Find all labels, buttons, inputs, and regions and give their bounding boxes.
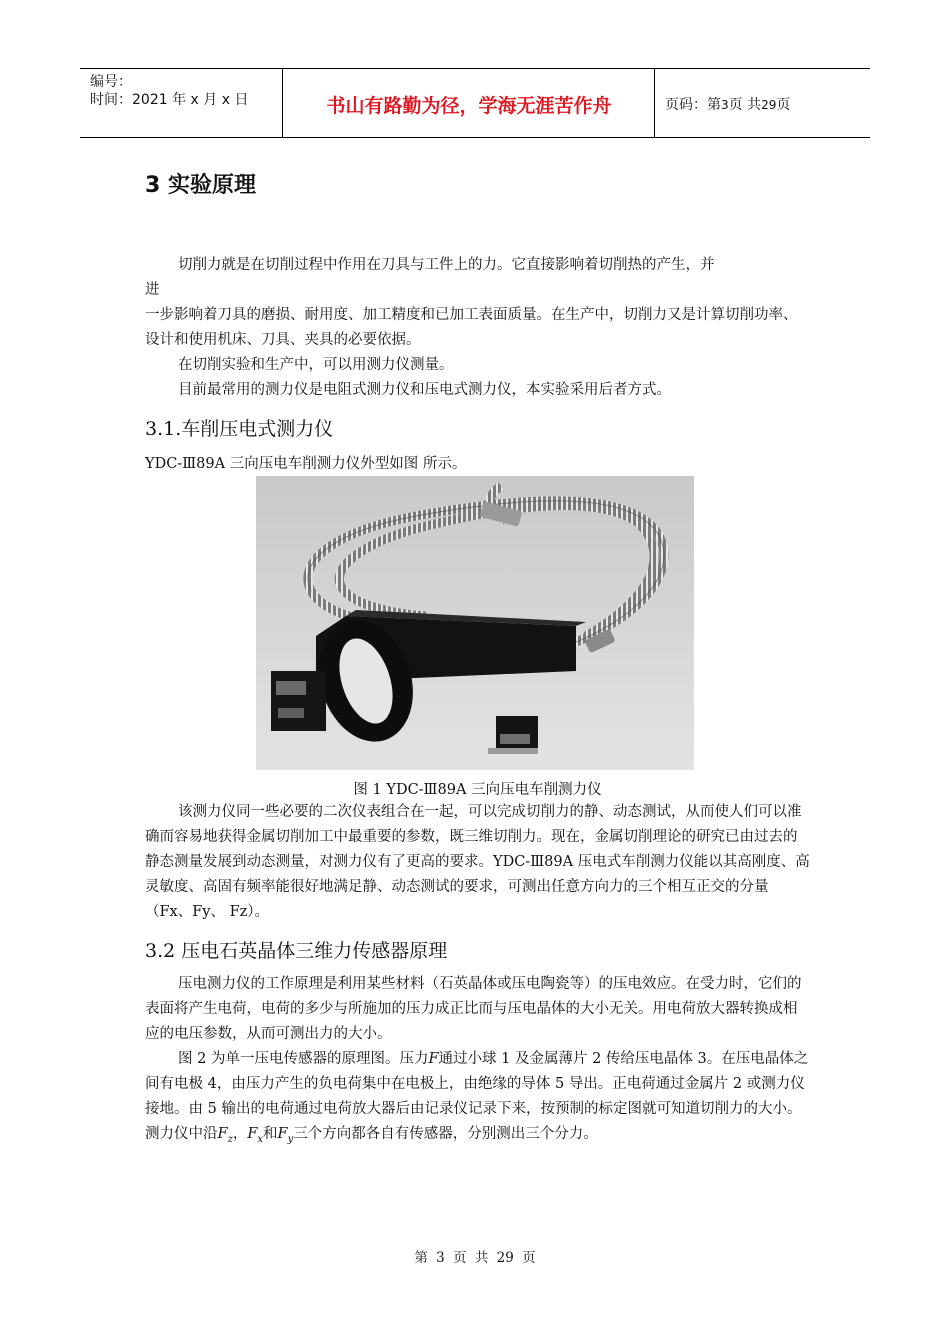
number-label: 编号： [90, 74, 132, 90]
header-page-info: 页码：第3页 共29页 [665, 97, 791, 113]
intro-paragraph-3: 目前最常用的测力仪是电阻式测力仪和压电式测力仪，本实验采用后者方式。 [178, 382, 671, 398]
section-title: 3 实验原理 [145, 173, 256, 198]
header-divider [282, 69, 283, 137]
motto: 书山有路勤为径，学海无涯苦作舟 [326, 95, 612, 117]
dynamometer-photo [256, 476, 694, 770]
page-footer: 第 3 页 共 29 页 [414, 1250, 536, 1266]
paragraph-3-2-principle: 压电测力仪的工作原理是利用某些材料（石英晶体或压电陶瓷等）的压电效应。在受力时，它们的表面将产生电荷，电荷的多少与所施加的压力成正比而与压电晶体的大小无关。用电荷放大器转换成相应的电压参数，从而可测出力的大小。 [145, 976, 802, 1042]
time-label: 时间：2021 年 x 月 x 日 [90, 92, 249, 108]
figure-caption: 图 1 YDC-Ⅲ89A 三向压电车削测力仪 [353, 782, 602, 798]
intro-paragraph-1-line3: 一步影响着刀具的磨损、耐用度、加工精度和已加工表面质量。在生产中，切削力又是计算切削功率、设计和使用机床、刀具、夹具的必要依据。 [145, 307, 798, 348]
intro-paragraph-1-line1: 切削力就是在切削过程中作用在刀具与工件上的力。它直接影响着切削热的产生，并 [178, 257, 715, 273]
intro-paragraph-2: 在切削实验和生产中，可以用测力仪测量。 [178, 357, 454, 373]
intro-paragraph-1-line2: 进 [145, 282, 160, 298]
paragraph-3-1-body: 该测力仪同一些必要的二次仪表组合在一起，可以完成切削力的静、动态测试，从而使人们可以准确而容易地获得金属切削加工中最重要的参数，既三维切削力。现在，金属切削理论的研究已由过去的静态测量发展到动态测量，对测力仪有了更高的要求。YDC-Ⅲ89A 压电式车削测力仪能以其高刚度、高灵敏度、高固有频率能很好地满足静、动态测试的要求，可测出任意方向力的三个相互正交的分量（Fx、Fy、 Fz）。 [145, 804, 810, 920]
subsection-title-3-1: 3.1.车削压电式测力仪 [145, 418, 334, 440]
header-table [80, 68, 870, 138]
figure-lead-text: YDC-Ⅲ89A 三向压电车削测力仪外型如图 所示。 [145, 456, 467, 472]
header-meta [90, 73, 248, 109]
subsection-title-3-2: 3.2 压电石英晶体三维力传感器原理 [145, 940, 448, 962]
header-divider [654, 69, 655, 137]
paragraph-3-2-figure2: 图 2 为单一压电传感器的原理图。压力F通过小球 1 及金属薄片 2 传给压电晶体 3。在压电晶体之间有电极 4，由压力产生的负电荷集中在电极上，由绝缘的导体 5 导出。正电荷通过金属片 2 或测力仪接地。由 5 输出的电荷通过电荷放大器后由记录仪记录下来，按预制的标定图就可知道切削力的大小。测力仪中沿$F_z$，$F_x$和$F_y$三个方向都各自有传感器，分别测出三个分力。 [145, 1051, 809, 1145]
